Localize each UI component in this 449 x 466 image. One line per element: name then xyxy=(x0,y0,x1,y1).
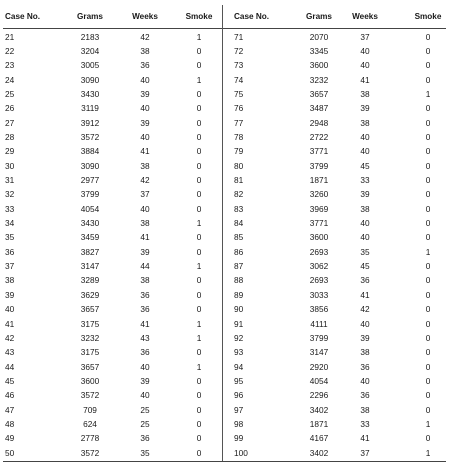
table-cell: 35 xyxy=(360,246,370,257)
table-cell: 3629 xyxy=(80,289,100,300)
table-cell: 0 xyxy=(425,160,431,171)
table-cell: 38 xyxy=(360,404,370,415)
table-cell: 39 xyxy=(140,88,150,99)
table-cell: 35 xyxy=(5,232,15,243)
table-cell: 3090 xyxy=(80,160,100,171)
table-cell: 38 xyxy=(140,160,150,171)
table-cell: 0 xyxy=(425,189,431,200)
table-cell: 1 xyxy=(196,361,202,372)
table-cell: 0 xyxy=(425,31,431,42)
table-cell: 0 xyxy=(196,404,202,415)
table-cell: 3430 xyxy=(80,218,100,229)
table-cell: 97 xyxy=(234,404,244,415)
table-cell: 94 xyxy=(234,361,244,372)
table-cell: 624 xyxy=(83,418,97,429)
table-cell: 0 xyxy=(425,275,431,286)
table-cell: 0 xyxy=(196,103,202,114)
table-cell: 42 xyxy=(360,304,370,315)
table-cell: 41 xyxy=(360,289,370,300)
table-cell: 3147 xyxy=(80,261,100,272)
table-cell: 42 xyxy=(140,31,150,42)
table-cell: 75 xyxy=(234,88,244,99)
table-cell: 30 xyxy=(5,160,15,171)
table-cell: 40 xyxy=(360,232,370,243)
table-cell: 44 xyxy=(140,261,150,272)
table-cell: 38 xyxy=(140,275,150,286)
table-cell: 40 xyxy=(140,74,150,85)
table-cell: 0 xyxy=(196,189,202,200)
table-cell: 0 xyxy=(425,304,431,315)
table-cell: 3402 xyxy=(309,447,329,458)
table-cell: 3487 xyxy=(309,103,329,114)
table-cell: 0 xyxy=(425,404,431,415)
table-cell: 33 xyxy=(360,175,370,185)
table-cell: 42 xyxy=(5,332,15,343)
table-cell: 37 xyxy=(5,261,15,272)
table-cell: 36 xyxy=(140,433,150,444)
table-cell: 0 xyxy=(425,390,431,401)
table-cell: 2977 xyxy=(80,175,100,185)
table-cell: 3657 xyxy=(80,361,100,372)
table-cell: 0 xyxy=(196,275,202,286)
table-cell: 0 xyxy=(425,131,431,142)
table-cell: 91 xyxy=(234,318,244,329)
table-cell: 3600 xyxy=(80,375,100,386)
table-cell: 0 xyxy=(196,117,202,128)
table-row xyxy=(3,188,446,202)
table-cell: 40 xyxy=(140,361,150,372)
table-cell: 1 xyxy=(425,246,431,257)
table-cell: 47 xyxy=(5,404,15,415)
table-cell: 3232 xyxy=(80,332,100,343)
table-cell: 38 xyxy=(5,275,15,286)
table-cell: 0 xyxy=(425,60,431,71)
table-cell: 24 xyxy=(5,74,15,85)
table-cell: 3856 xyxy=(309,304,329,315)
table-cell: 41 xyxy=(360,74,370,85)
table-cell: 77 xyxy=(234,117,244,128)
table-cell: 38 xyxy=(360,117,370,128)
table-row xyxy=(3,203,446,217)
table-cell: 93 xyxy=(234,347,244,358)
table-cell: 1 xyxy=(425,418,431,429)
table-cell: 84 xyxy=(234,218,244,229)
table-row xyxy=(3,117,446,131)
table-cell: 25 xyxy=(5,88,15,99)
table-cell: 40 xyxy=(360,131,370,142)
table-cell: 3799 xyxy=(309,160,329,171)
table-cell: 81 xyxy=(234,175,244,185)
table-cell: 3600 xyxy=(309,60,329,71)
table-cell: 25 xyxy=(140,404,150,415)
table-row xyxy=(3,346,446,360)
table-cell: 36 xyxy=(140,347,150,358)
table-cell: 3204 xyxy=(80,45,100,56)
table-cell: 0 xyxy=(196,375,202,386)
table-cell: 36 xyxy=(140,304,150,315)
table-cell: 3771 xyxy=(309,146,329,157)
table-cell: 36 xyxy=(360,390,370,401)
table-cell: 82 xyxy=(234,189,244,200)
table-cell: 36 xyxy=(360,361,370,372)
table-cell: 40 xyxy=(360,45,370,56)
table-cell: 3827 xyxy=(80,246,100,257)
table-row xyxy=(3,145,446,159)
table-row xyxy=(3,174,446,188)
table-cell: 49 xyxy=(5,433,15,444)
table-cell: 3260 xyxy=(309,189,329,200)
table-cell: 73 xyxy=(234,60,244,71)
table-cell: 38 xyxy=(360,203,370,214)
table-cell: 2778 xyxy=(80,433,100,444)
table-header-row xyxy=(3,10,446,24)
table-cell: 38 xyxy=(140,45,150,56)
table-cell: 3402 xyxy=(309,404,329,415)
table-cell: 2920 xyxy=(309,361,329,372)
table-cell: 3572 xyxy=(80,390,100,401)
table-row xyxy=(3,160,446,174)
table-cell: 37 xyxy=(140,189,150,200)
table-cell: 0 xyxy=(196,146,202,157)
table-cell: 0 xyxy=(196,433,202,444)
table-cell: 3175 xyxy=(80,318,100,329)
table-cell: 2693 xyxy=(309,246,329,257)
table-row xyxy=(3,432,446,446)
table-cell: 72 xyxy=(234,45,244,56)
table-cell: 36 xyxy=(140,289,150,300)
table-cell: 43 xyxy=(5,347,15,358)
table-cell: 3005 xyxy=(80,60,100,71)
table-cell: 0 xyxy=(425,117,431,128)
table-cell: 40 xyxy=(5,304,15,315)
table-cell: 0 xyxy=(425,361,431,372)
table-cell: 4054 xyxy=(80,203,100,214)
table-cell: 0 xyxy=(196,390,202,401)
table-cell: 1871 xyxy=(309,418,329,429)
table-cell: 3459 xyxy=(80,232,100,243)
header-smoke-left: Smoke xyxy=(185,12,213,21)
table-bottom-rule xyxy=(3,461,446,462)
table-cell: 40 xyxy=(140,203,150,214)
table-cell: 3147 xyxy=(309,347,329,358)
table-cell: 3969 xyxy=(309,203,329,214)
table-cell: 0 xyxy=(196,203,202,214)
table-cell: 2183 xyxy=(80,31,100,42)
table-cell: 28 xyxy=(5,131,15,142)
table-cell: 33 xyxy=(5,203,15,214)
table-cell: 83 xyxy=(234,203,244,214)
table-row xyxy=(3,74,446,88)
table-cell: 0 xyxy=(425,261,431,272)
table-cell: 26 xyxy=(5,103,15,114)
table-cell: 39 xyxy=(5,289,15,300)
table-cell: 1 xyxy=(196,31,202,42)
table-cell: 88 xyxy=(234,275,244,286)
table-cell: 33 xyxy=(360,418,370,429)
table-row xyxy=(3,231,446,245)
table-cell: 39 xyxy=(360,332,370,343)
table-cell: 0 xyxy=(425,203,431,214)
table-cell: 22 xyxy=(5,45,15,56)
table-cell: 40 xyxy=(360,375,370,386)
table-row xyxy=(3,274,446,288)
table-cell: 3430 xyxy=(80,88,100,99)
header-smoke-right: Smoke xyxy=(414,12,442,21)
table-cell: 0 xyxy=(425,232,431,243)
table-cell: 2296 xyxy=(309,390,329,401)
table-row xyxy=(3,375,446,389)
table-cell: 80 xyxy=(234,160,244,171)
table-cell: 0 xyxy=(425,433,431,444)
table-cell: 1 xyxy=(196,218,202,229)
table-cell: 95 xyxy=(234,375,244,386)
table-cell: 3771 xyxy=(309,218,329,229)
table-cell: 45 xyxy=(360,261,370,272)
table-cell: 92 xyxy=(234,332,244,343)
table-cell: 3884 xyxy=(80,146,100,157)
table-row xyxy=(3,303,446,317)
table-cell: 21 xyxy=(5,31,15,42)
table-row xyxy=(3,289,446,303)
table-cell: 37 xyxy=(360,447,370,458)
table-cell: 32 xyxy=(5,189,15,200)
table-cell: 42 xyxy=(140,175,150,185)
table-row xyxy=(3,318,446,332)
table-cell: 39 xyxy=(140,117,150,128)
table-cell: 78 xyxy=(234,131,244,142)
table-cell: 3912 xyxy=(80,117,100,128)
table-cell: 39 xyxy=(140,375,150,386)
table-cell: 0 xyxy=(425,347,431,358)
table-cell: 0 xyxy=(425,375,431,386)
table-cell: 29 xyxy=(5,146,15,157)
table-row xyxy=(3,260,446,274)
table-cell: 43 xyxy=(140,332,150,343)
table-cell: 3090 xyxy=(80,74,100,85)
table-cell: 0 xyxy=(196,45,202,56)
table-cell: 34 xyxy=(5,218,15,229)
table-cell: 3289 xyxy=(80,275,100,286)
table-cell: 0 xyxy=(425,146,431,157)
table-cell: 3657 xyxy=(309,88,329,99)
table-cell: 3033 xyxy=(309,289,329,300)
table-cell: 36 xyxy=(360,275,370,286)
table-cell: 45 xyxy=(360,160,370,171)
table-cell: 39 xyxy=(140,246,150,257)
table-cell: 2722 xyxy=(309,131,329,142)
table-cell: 36 xyxy=(5,246,15,257)
table-row xyxy=(3,418,446,432)
header-grams-right: Grams xyxy=(306,12,332,21)
header-bottom-rule xyxy=(3,28,446,29)
table-cell: 0 xyxy=(425,332,431,343)
table-cell: 0 xyxy=(196,60,202,71)
table-cell: 3572 xyxy=(80,447,100,458)
header-weeks-right: Weeks xyxy=(352,12,378,21)
table-cell: 0 xyxy=(425,45,431,56)
table-cell: 40 xyxy=(140,103,150,114)
table-cell: 48 xyxy=(5,418,15,429)
table-cell: 40 xyxy=(360,60,370,71)
table-cell: 74 xyxy=(234,74,244,85)
table-cell: 3572 xyxy=(80,131,100,142)
header-case-no-left: Case No. xyxy=(5,12,41,21)
table-row xyxy=(3,404,446,418)
table-cell: 39 xyxy=(360,103,370,114)
table-cell: 38 xyxy=(360,88,370,99)
table-row xyxy=(3,332,446,346)
table-row xyxy=(3,389,446,403)
header-case-no-right: Case No. xyxy=(234,12,270,21)
table-cell: 50 xyxy=(5,447,15,458)
table-cell: 0 xyxy=(196,246,202,257)
table-cell: 3062 xyxy=(309,261,329,272)
table-cell: 40 xyxy=(360,318,370,329)
table-cell: 41 xyxy=(140,146,150,157)
table-cell: 85 xyxy=(234,232,244,243)
table-cell: 87 xyxy=(234,261,244,272)
table-cell: 709 xyxy=(83,404,97,415)
table-cell: 1 xyxy=(196,261,202,272)
table-cell: 96 xyxy=(234,390,244,401)
table-cell: 2948 xyxy=(309,117,329,128)
table-cell: 71 xyxy=(234,31,244,42)
table-cell: 0 xyxy=(425,218,431,229)
table-cell: 4167 xyxy=(309,433,329,444)
table-cell: 0 xyxy=(196,347,202,358)
table-cell: 4111 xyxy=(310,318,328,329)
table-cell: 38 xyxy=(360,347,370,358)
table-cell: 3600 xyxy=(309,232,329,243)
table-cell: 45 xyxy=(5,375,15,386)
table-row xyxy=(3,246,446,260)
table-cell: 2070 xyxy=(309,31,329,42)
table-cell: 0 xyxy=(196,160,202,171)
table-row xyxy=(3,31,446,45)
table-cell: 79 xyxy=(234,146,244,157)
table-cell: 0 xyxy=(196,88,202,99)
table-cell: 3799 xyxy=(80,189,100,200)
table-cell: 0 xyxy=(425,103,431,114)
table-row xyxy=(3,59,446,73)
table-cell: 3119 xyxy=(81,103,99,114)
table-cell: 46 xyxy=(5,390,15,401)
table-row xyxy=(3,45,446,59)
table-cell: 41 xyxy=(140,232,150,243)
table-row xyxy=(3,447,446,461)
table-cell: 1 xyxy=(196,318,202,329)
table-row xyxy=(3,361,446,375)
table-cell: 0 xyxy=(425,289,431,300)
table-cell: 0 xyxy=(196,232,202,243)
table-cell: 3799 xyxy=(309,332,329,343)
table-row xyxy=(3,131,446,145)
table-cell: 36 xyxy=(140,60,150,71)
table-cell: 41 xyxy=(140,318,150,329)
table-cell: 44 xyxy=(5,361,15,372)
table-cell: 1 xyxy=(196,332,202,343)
table-cell: 1871 xyxy=(309,175,329,185)
table-cell: 3232 xyxy=(309,74,329,85)
table-cell: 31 xyxy=(5,175,15,185)
table-cell: 1 xyxy=(425,88,431,99)
table-cell: 0 xyxy=(196,289,202,300)
table-cell: 39 xyxy=(360,189,370,200)
table-cell: 0 xyxy=(196,447,202,458)
table-cell: 0 xyxy=(425,74,431,85)
table-cell: 35 xyxy=(140,447,150,458)
header-grams-left: Grams xyxy=(77,12,103,21)
table-cell: 76 xyxy=(234,103,244,114)
table-cell: 2693 xyxy=(309,275,329,286)
table-cell: 98 xyxy=(234,418,244,429)
table-cell: 40 xyxy=(140,390,150,401)
table-row xyxy=(3,88,446,102)
table-cell: 40 xyxy=(140,131,150,142)
table-cell: 3657 xyxy=(80,304,100,315)
table-cell: 100 xyxy=(234,447,248,458)
table-cell: 37 xyxy=(360,31,370,42)
table-cell: 41 xyxy=(5,318,15,329)
table-cell: 4054 xyxy=(309,375,329,386)
table-cell: 3175 xyxy=(80,347,100,358)
table-cell: 1 xyxy=(196,74,202,85)
table-cell: 99 xyxy=(234,433,244,444)
table-cell: 1 xyxy=(425,447,431,458)
table-cell: 0 xyxy=(196,175,202,185)
table-cell: 0 xyxy=(425,318,431,329)
table-cell: 41 xyxy=(360,433,370,444)
table-row xyxy=(3,102,446,116)
table-cell: 3345 xyxy=(309,45,329,56)
table-cell: 27 xyxy=(5,117,15,128)
table-cell: 38 xyxy=(140,218,150,229)
table-cell: 23 xyxy=(5,60,15,71)
table-cell: 40 xyxy=(360,218,370,229)
table-cell: 0 xyxy=(196,131,202,142)
table-cell: 40 xyxy=(360,146,370,157)
table-cell: 90 xyxy=(234,304,244,315)
table-cell: 25 xyxy=(140,418,150,429)
table-cell: 0 xyxy=(425,175,431,185)
table-cell: 89 xyxy=(234,289,244,300)
table-row xyxy=(3,217,446,231)
header-weeks-left: Weeks xyxy=(132,12,158,21)
table-cell: 0 xyxy=(196,418,202,429)
table-cell: 0 xyxy=(196,304,202,315)
table-cell: 86 xyxy=(234,246,244,257)
